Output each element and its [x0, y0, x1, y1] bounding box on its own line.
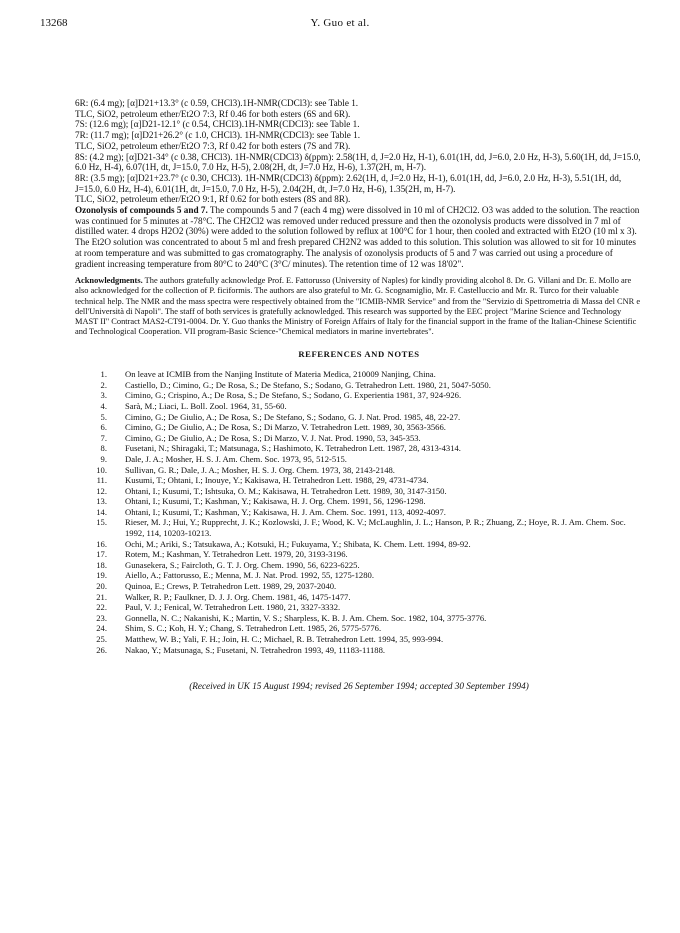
reference-item	[75, 369, 643, 380]
paragraph-tlc-8: TLC, SiO2, petroleum ether/Et2O 9:1, Rf 0.62 for both esters (8S and 8R).	[75, 194, 351, 205]
reference-text: Gonnella, N. C.; Nakanishi, K.; Martin, V. S.; Sharpless, K. B. J. Am. Chem. Soc. 1982, 104, 3775-3776.	[125, 612, 487, 623]
reference-number: 16.	[96, 538, 107, 549]
reference-number: 6.	[100, 422, 107, 433]
article-body	[75, 98, 643, 692]
reference-item	[75, 560, 643, 571]
reference-text: On leave at ICMIB from the Nanjing Institute of Materia Medica, 210009 Nanjing, China.	[125, 369, 436, 380]
reference-text: Rotem, M.; Kashman, Y. Tetrahedron Lett. 1979, 20, 3193-3196.	[125, 549, 348, 560]
reference-text: Walker, R. P.; Faulkner, D. J. J. Org. Chem. 1981, 46, 1475-1477.	[125, 591, 351, 602]
reference-text: Kusumi, T.; Ohtani, I.; Inouye, Y.; Kakisawa, H. Tetrahedron Lett. 1988, 29, 4731-4734.	[125, 475, 429, 486]
reference-item	[75, 486, 643, 497]
reference-number: 8.	[100, 443, 107, 454]
reference-item	[75, 433, 643, 444]
reference-item	[75, 454, 643, 465]
reference-number: 21.	[96, 591, 107, 602]
reference-text: Cimino, G.; De Giulio, A.; De Rosa, S.; Di Marzo, V. Tetrahedron Lett. 1989, 30, 3563-3566.	[125, 422, 446, 433]
reference-item	[75, 581, 643, 592]
reference-text: Cimino, G.; Crispino, A.; De Rosa, S.; De Stefano, S.; Sodano, G. Experientia 1981, 37, 924-926.	[125, 390, 462, 401]
reference-text: Fusetani, N.; Shiragaki, T.; Matsunaga, S.; Hashimoto, K. Tetrahedron Lett. 1987, 28, 4313-4314.	[125, 443, 461, 454]
reference-item	[75, 549, 643, 560]
reference-text: Shim, S. C.; Koh, H. Y.; Chang, S. Tetrahedron Lett. 1985, 26, 5775-5776.	[125, 623, 382, 634]
reference-text: Cimino, G.; De Giulio, A.; De Rosa, S.; De Stefano, S.; Sodano, G. J. Nat. Prod. 1985, 48, 22-27.	[125, 411, 461, 422]
reference-number: 26.	[96, 644, 107, 655]
references-heading: REFERENCES AND NOTES	[298, 349, 420, 360]
reference-number: 7.	[100, 432, 107, 443]
reference-text: Aiello, A.; Fattorusso, E.; Menna, M. J. Nat. Prod. 1992, 55, 1275-1280.	[125, 570, 374, 581]
ozonolysis-paragraph	[75, 205, 643, 269]
reference-text: Cimino, G.; De Giulio, A.; De Rosa, S.; Di Marzo, V. J. Nat. Prod. 1990, 53, 345-353.	[125, 432, 421, 443]
reference-item	[75, 422, 643, 433]
paragraph-6r: 6R: (6.4 mg); [α]D21+13.3° (c 0.59, CHCl3).1H-NMR(CDCl3): see Table 1.	[75, 98, 359, 108]
reference-number: 1.	[100, 369, 107, 380]
reference-text: Ohtani, I.; Kusumi, T.; Ishtsuka, O. M.; Kakisawa, H. Tetrahedron Lett. 1989, 30, 3147-3150.	[125, 485, 447, 496]
reference-list	[75, 369, 643, 655]
reference-item	[75, 401, 643, 412]
reference-item	[75, 539, 643, 550]
reference-item	[75, 475, 643, 486]
reference-text: Paul, V. J.; Fenical, W. Tetrahedron Lett. 1980, 21, 3327-3332.	[125, 602, 341, 613]
reference-item	[75, 390, 643, 401]
paragraph-7s: 7S: (12.6 mg); [α]D21-12.1° (c 0.54, CHCl3).1H-NMR(CDCl3): see Table 1.	[75, 119, 360, 130]
reference-number: 25.	[96, 634, 107, 645]
page-number: 13268	[40, 17, 68, 29]
reference-number: 9.	[100, 453, 107, 464]
reference-item	[75, 465, 643, 476]
reference-item	[75, 634, 643, 645]
reference-text: Sarà, M.; Liaci, L. Boll. Zool. 1964, 31, 55-60.	[125, 400, 287, 411]
running-header	[0, 17, 680, 37]
reference-item	[75, 412, 643, 423]
paragraph-tlc-6: TLC, SiO2, petroleum ether/Et2O 7:3, Rf 0.46 for both esters (6S and 6R).	[75, 108, 351, 119]
reference-item	[75, 517, 643, 538]
reference-text: Matthew, W. B.; Yali, F. H.; Join, H. C.; Michael, R. B. Tetrahedron Lett. 1994, 35, 993-994.	[125, 634, 444, 645]
reference-number: 10.	[96, 464, 107, 475]
reference-number: 24.	[96, 623, 107, 634]
reference-item	[75, 496, 643, 507]
reference-number: 15.	[96, 517, 107, 528]
reference-text: Ochi, M.; Ariki, S.; Tatsukawa, A.; Kotsuki, H.; Fukuyama, Y.; Shibata, K. Chem. Lett. 1994, 89-92.	[125, 538, 471, 549]
reference-item	[75, 623, 643, 634]
reference-item	[75, 507, 643, 518]
reference-item	[75, 613, 643, 624]
reference-text: Nakao, Y.; Matsunaga, S.; Fusetani, N. Tetrahedron 1993, 49, 11183-11188.	[125, 644, 386, 655]
reference-number: 11.	[96, 475, 107, 486]
paragraph-8s: 8S: (4.2 mg); [α]D21-34° (c 0.38, CHCl3). 1H-NMR(CDCl3) δ(ppm): 2.58(1H, d, J=2.0 Hz, H-1), 6.01(1H, dd, J=6.0, 2.0 Hz, H-3), 5.60(1H, dd, J=15.0, 6.0 Hz, H-4), 6.07(1H, dt, J=15.0, 7.0 Hz, H-5), 2.08(2H, dt, J=7.0 Hz, H-6), 1.37(2H, m, H-7).	[75, 151, 641, 173]
acknowledgments-text: The authors gratefully acknowledge Prof. E. Fattorusso (University of Naples) for kindly providing alcohol 8. Dr. G. Villani and Dr. E. Mollo are also acknowledged for the collection of P. ficiformis. The authors are also grateful to Mr. G. Scognamiglio, Mr. F. Castelluccio and Mr. R. Turco for their valuable technical help. The NMR and the mass spectra were respectively obtained from the "ICMIB-NMR Service" and from the "Servizio di Spettrometria di Massa del CNR e dell'Università di Napoli". The staff of both services is gratefully acknowledged. This research was supported by the EEC project "Marine Science and Technology MAST II" Contract MAS2-CT91-0004. Dr. Y. Guo thanks the Ministry of Foreign Affairs of Italy for the financial support in the frame of the Italian-Chinese Scientific and Technological Cooperation. VII program-Basic Science-"Chemical mediators in marine invertebrates".	[75, 276, 641, 337]
acknowledgments-paragraph	[75, 276, 643, 337]
reference-number: 18.	[96, 559, 107, 570]
received-dates: (Received in UK 15 August 1994; revised 26 September 1994; accepted 30 September 1994)	[189, 681, 529, 692]
reference-item	[75, 602, 643, 613]
reference-number: 12.	[96, 485, 107, 496]
ozonolysis-heading: Ozonolysis of compounds 5 and 7.	[75, 205, 208, 216]
reference-number: 4.	[100, 400, 107, 411]
reference-text: Dale, J. A.; Mosher, H. S. J. Am. Chem. Soc. 1973, 95, 512-515.	[125, 453, 347, 464]
running-head-authors: Y. Guo et al.	[310, 17, 370, 29]
reference-text: Ohtani, I.; Kusumi, T.; Kashman, Y.; Kakisawa, H. J. Org. Chem. 1991, 56, 1296-1298.	[125, 496, 426, 507]
reference-number: 23.	[96, 612, 107, 623]
reference-text: Sullivan, G. R.; Dale, J. A.; Mosher, H. S. J. Org. Chem. 1973, 38, 2143-2148.	[125, 464, 395, 475]
acknowledgments-heading: Acknowledgments.	[75, 276, 143, 286]
ozonolysis-text: The compounds 5 and 7 (each 4 mg) were dissolved in 10 ml of CH2Cl2. O3 was added to the solution. The reaction was continued for 5 minutes at -78°C. The CH2Cl2 was removed under reduced pressure and then the ozonolysis products were dissolved in 7 ml of distilled water. 4 drops H2O2 (30%) were added to the solution followed by reflux at 100°C for 1 hour, then cooled and extracted with Et2O (10 ml x 3). The Et2O solution was concentrated to about 5 ml and fresh prepared CH2N2 was added to this solution. This solution was allowed to sit for 10 minutes at room temperature and was submitted to gas cromatography. The analysis of ozonolysis products of 5 and 7 was carried out using a procedure of gradient increasing temperature from 80°C to 240°C (3°C/ minutes). The retention time of 12 was 18'02".	[75, 205, 640, 269]
paragraph-tlc-7: TLC, SiO2, petroleum ether/Et2O 7:3, Rf 0.42 for both esters (7S and 7R).	[75, 140, 351, 151]
reference-number: 20.	[96, 581, 107, 592]
reference-text: Castiello, D.; Cimino, G.; De Rosa, S.; De Stefano, S.; Sodano, G. Tetrahedron Lett. 1980, 21, 5047-5050.	[125, 379, 491, 390]
reference-number: 5.	[100, 411, 107, 422]
reference-number: 2.	[100, 379, 107, 390]
reference-number: 3.	[100, 390, 107, 401]
paragraph-8r: 8R: (3.5 mg); [α]D21+23.7° (c 0.30, CHCl3). 1H-NMR(CDCl3) δ(ppm): 2.62(1H, d, J=2.0 Hz, H-1), 6.01(1H, dd, J=6.0, 2.0 Hz, H-3), 5.51(1H, dd, J=15.0, 6.0 Hz, H-4), 6.01(1H, dt, J=15.0, 7.0 Hz, H-5), 2.04(2H, dt, J=7.0 Hz, H-6), 1.35(2H, m, H-7).	[75, 172, 622, 194]
reference-text: Rieser, M. J.; Hui, Y.; Rupprecht, J. K.; Kozlowski, J. F.; Wood, K. V.; McLaughlin, J. L.; Hanson, P. R.; Zhuang, Z.; Hoye, R. J. Am. Chem. Soc. 1992, 114, 10203-10213.	[125, 517, 626, 539]
paragraph-7r: 7R: (11.7 mg); [α]D21+26.2° (c 1.0, CHCl3). 1H-NMR(CDCl3): see Table 1.	[75, 130, 361, 141]
reference-text: Ohtani, I.; Kusumi, T.; Kashman, Y.; Kakisawa, H. J. Am. Chem. Soc. 1991, 113, 4092-4097.	[125, 506, 446, 517]
reference-item	[75, 645, 643, 656]
reference-item	[75, 380, 643, 391]
reference-text: Gunasekera, S.; Faircloth, G. T. J. Org. Chem. 1990, 56, 6223-6225.	[125, 559, 360, 570]
reference-number: 14.	[96, 506, 107, 517]
reference-item	[75, 570, 643, 581]
reference-number: 22.	[96, 602, 107, 613]
reference-text: Quinoa, E.; Crews, P. Tetrahedron Lett. 1989, 29, 2037-2040.	[125, 581, 337, 592]
reference-number: 19.	[96, 570, 107, 581]
reference-number: 17.	[96, 549, 107, 560]
reference-number: 13.	[96, 496, 107, 507]
reference-item	[75, 592, 643, 603]
reference-item	[75, 443, 643, 454]
